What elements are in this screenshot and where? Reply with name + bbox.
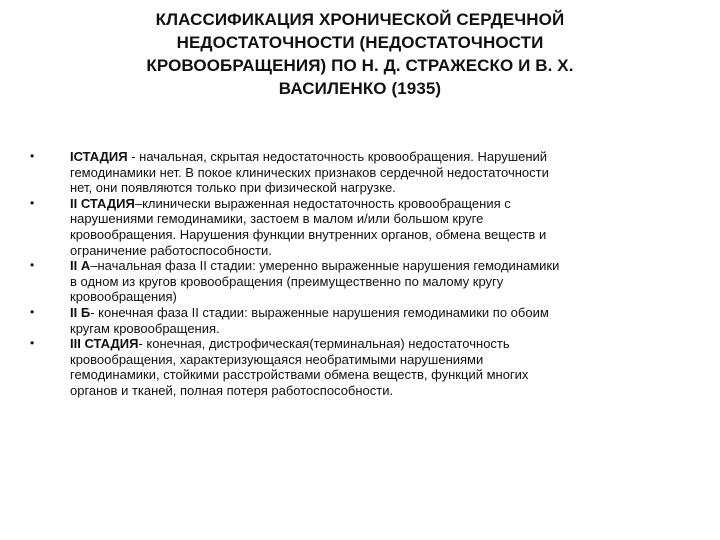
bullet-line: нет, они появляются только при физической нагрузке.	[70, 180, 396, 196]
bullet-rest: - конечная фаза II стадии: выраженные нарушения гемодинамики по обоим	[90, 304, 549, 320]
bullet-text	[70, 149, 680, 196]
bullet-dot-icon: •	[30, 195, 35, 210]
bullet-text	[70, 196, 680, 258]
bullet-line	[70, 196, 680, 212]
bullet-dot-icon: •	[30, 258, 35, 273]
bullet-line: в одном из кругов кровообращения (преимущественно по малому кругу	[70, 273, 504, 289]
bullet-list	[30, 149, 680, 399]
bullet-item-stage-2b	[30, 305, 680, 336]
title-line: НЕДОСТАТОЧНОСТИ (НЕДОСТАТОЧНОСТИ	[176, 33, 544, 52]
bullet-line	[70, 305, 680, 321]
bullet-line	[70, 258, 680, 274]
bullet-lead: II А	[70, 258, 91, 274]
bullet-line	[70, 336, 680, 352]
bullet-line: гемодинамики нет. В покое клинических признаков сердечной недостаточности	[70, 164, 549, 180]
bullet-text	[70, 305, 680, 336]
bullet-rest: –клинически выраженная недостаточность кровообращения с	[134, 195, 511, 211]
bullet-item-stage-2a	[30, 258, 680, 305]
bullet-rest: –начальная фаза II стадии: умеренно выраженные нарушения гемодинамики	[90, 258, 560, 274]
bullet-line: кругам кровообращения.	[70, 320, 220, 336]
bullet-rest: - начальная, скрытая недостаточность кровообращения. Нарушений	[127, 149, 548, 164]
bullet-text	[70, 258, 680, 305]
title-line: КЛАССИФИКАЦИЯ ХРОНИЧЕСКОЙ СЕРДЕЧНОЙ	[155, 10, 565, 29]
bullet-line: кровообращения)	[70, 289, 177, 305]
bullet-line	[70, 149, 680, 165]
slide-title	[70, 8, 650, 100]
bullet-item-stage-1	[30, 149, 680, 196]
bullet-line: ограничение работоспособности.	[70, 242, 272, 258]
title-line: КРОВООБРАЩЕНИЯ) ПО Н. Д. СТРАЖЕСКО И В. Х.	[146, 56, 574, 75]
title-line: ВАСИЛЕНКО (1935)	[278, 79, 442, 98]
bullet-text	[70, 336, 680, 398]
bullet-item-stage-2	[30, 196, 680, 258]
bullet-dot-icon: •	[30, 336, 35, 351]
bullet-lead: II Б	[70, 304, 91, 320]
bullet-line: кровообращения, характеризующаяся необратимыми нарушениями	[70, 351, 484, 367]
bullet-line: гемодинамики, стойкими расстройствами обмена веществ, функций многих	[70, 367, 529, 383]
bullet-item-stage-3	[30, 336, 680, 398]
bullet-lead: III СТАДИЯ	[70, 336, 139, 352]
bullet-dot-icon: •	[30, 304, 35, 319]
bullet-dot-icon: •	[30, 149, 35, 163]
bullet-rest: - конечная, дистрофическая(терминальная) недостаточность	[138, 336, 510, 352]
bullet-line: органов и тканей, полная потеря работоспособности.	[70, 382, 394, 398]
bullet-line: кровообращения. Нарушения функции внутренних органов, обмена веществ и	[70, 226, 547, 242]
bullet-line: нарушениями гемодинамики, застоем в малом и/или большом круге	[70, 211, 484, 227]
bullet-lead: II СТАДИЯ	[70, 195, 135, 211]
bullet-lead: IСТАДИЯ	[70, 149, 128, 164]
